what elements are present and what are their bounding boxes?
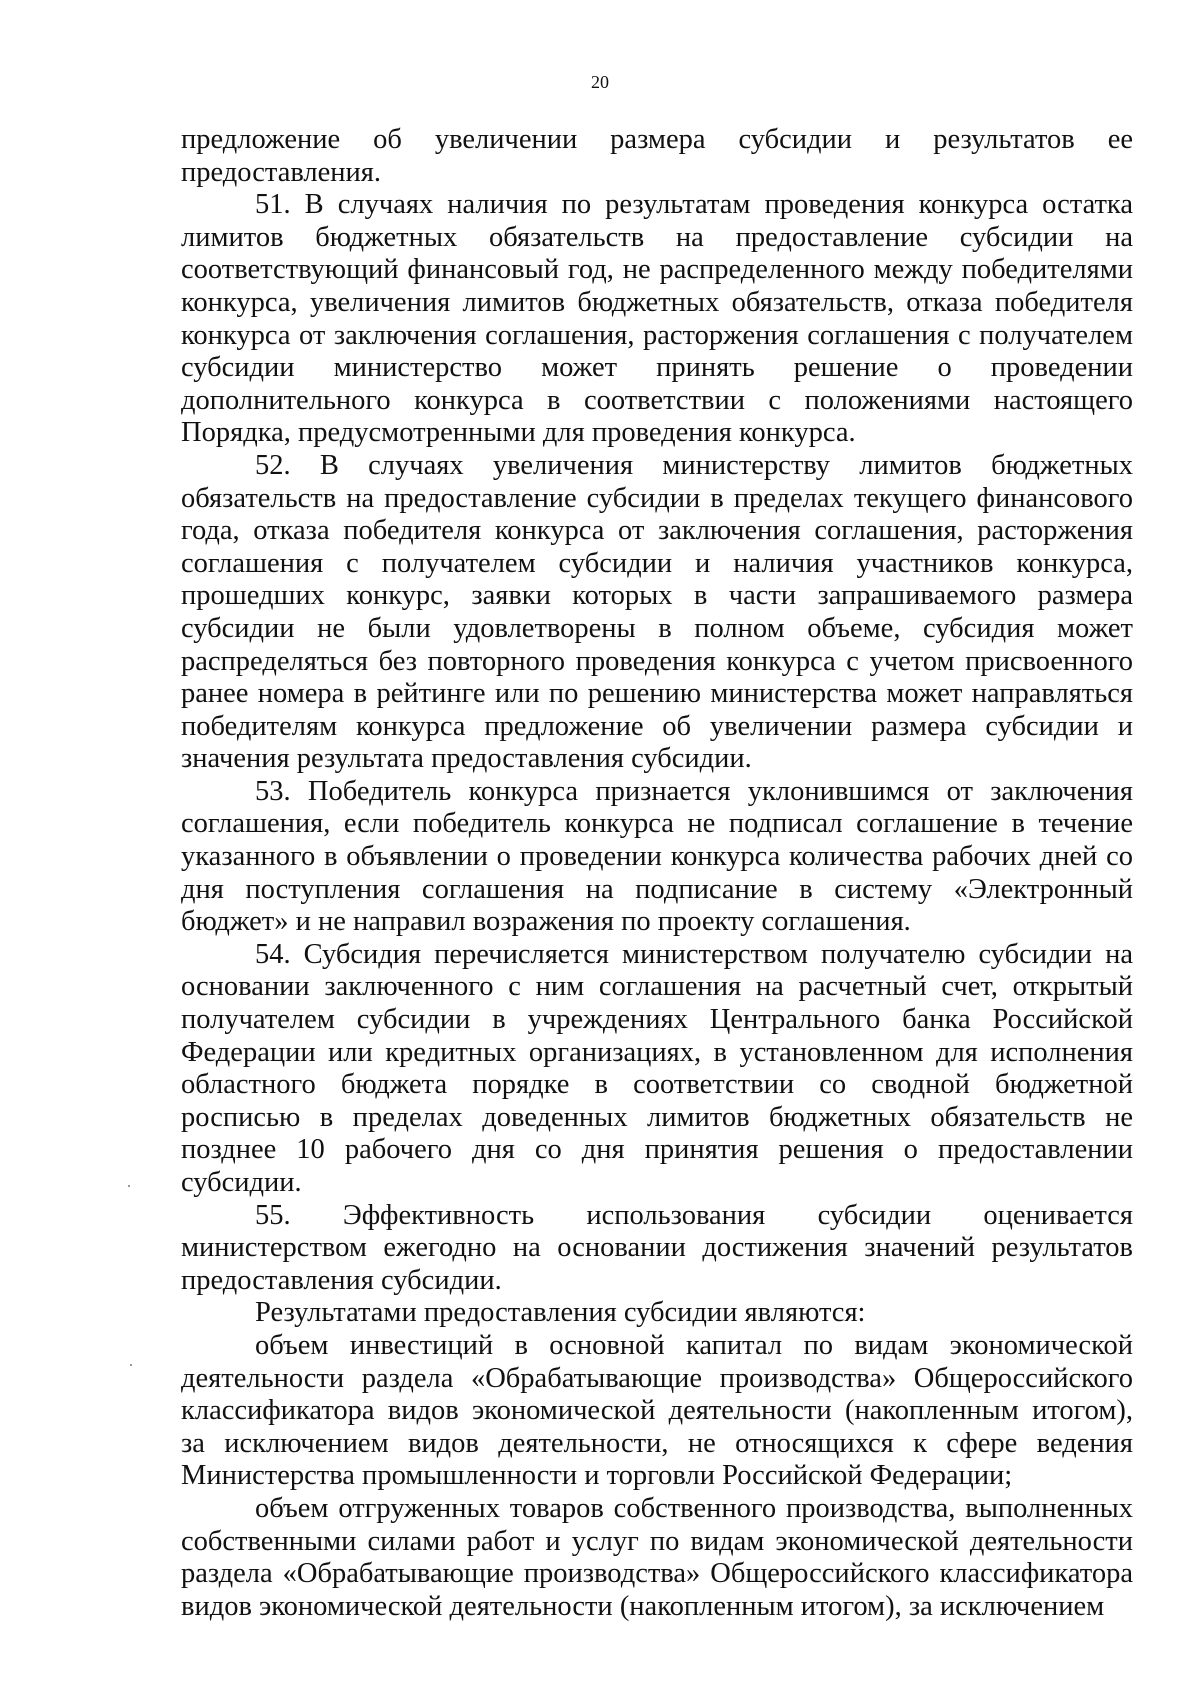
scan-speck — [130, 1364, 132, 1366]
results-intro: Результатами предоставления субсидии являются: — [255, 1297, 866, 1329]
paragraph-52: 52. В случаях увеличения министерству лимитов бюджетных обязательств на предоставление субсидии в пределах текущего финансового года, отказа победителя конкурса от заключения соглашения, расторжения соглашения с получателем субсидии и наличия участников конкурса, прошедших конкурс, заявки которых в части запрашиваемого размера субсидии не были удовлетворены в полном объеме, субсидия может распределяться без повторного проведения конкурса с учетом присвоенного ранее номера в рейтинге или по решению министерства может направляться победителям конкурса предложение об увеличении размера субсидии и значения результата предоставления субсидии. — [181, 449, 1133, 775]
paragraph-51: 51. В случаях наличия по результатам проведения конкурса остатка лимитов бюджетных обязательств на предоставление субсидии на соответствующий финансовый год, не распределенного между победителями конкурса, увеличения лимитов бюджетных обязательств, отказа победителя конкурса от заключения соглашения, расторжения соглашения с получателем субсидии министерство может принять решение о проведении дополнительного конкурса в соответствии с положениями настоящего Порядка, предусмотренными для проведения конкурса. — [181, 189, 1133, 449]
scan-speck — [128, 1185, 130, 1187]
paragraph-continuation: предложение об увеличении размера субсидии и результатов ее предоставления. — [181, 124, 1133, 188]
paragraph-54: 54. Субсидия перечисляется министерством получателю субсидии на основании заключенного с ним соглашения на расчетный счет, открытый получателем субсидии в учреждениях Центрального банка Российской Федерации или кредитных организациях, в установленном для исполнения областного бюджета порядке в соответствии со сводной бюджетной росписью в пределах доведенных лимитов бюджетных обязательств не позднее 10 рабочего дня со дня принятия решения о предоставлении субсидии. — [181, 938, 1133, 1198]
result-item-shipped-goods: объем отгруженных товаров собственного производства, выполненных собственными силами работ и услуг по видам экономической деятельности раздела «Обрабатывающие производства» Общероссийского классификатора видов экономической деятельности (накопленным итогом), за исключением — [181, 1492, 1133, 1622]
result-item-investments: объем инвестиций в основной капитал по видам экономической деятельности раздела «Обрабатывающие производства» Общероссийского классификатора видов экономической деятельности (накопленным итогом), за исключением видов деятельности, не относящихся к сфере ведения Министерства промышленности и торговли Российской Федерации; — [181, 1329, 1133, 1492]
page-number: 20 — [591, 72, 609, 92]
paragraph-53: 53. Победитель конкурса признается уклонившимся от заключения соглашения, если победитель конкурса не подписал соглашение в течение указанного в объявлении о проведении конкурса количества рабочих дней со дня поступления соглашения на подписание в систему «Электронный бюджет» и не направил возражения по проекту соглашения. — [181, 775, 1133, 938]
paragraph-55: 55. Эффективность использования субсидии оценивается министерством ежегодно на основании достижения значений результатов предоставления субсидии. — [181, 1199, 1133, 1296]
document-body — [181, 124, 1133, 1623]
